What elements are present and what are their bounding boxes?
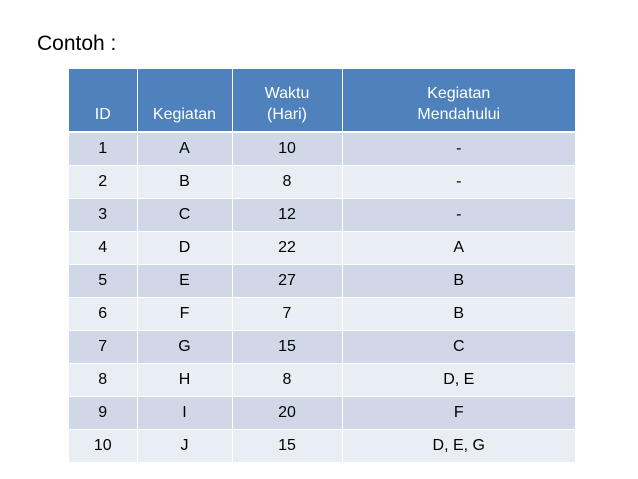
table-row — [69, 430, 575, 463]
header-pendahulu — [342, 69, 575, 132]
cell-pendahulu: - — [342, 166, 575, 199]
table-header-row — [69, 69, 575, 132]
cell-waktu: 15 — [232, 331, 342, 364]
cell-id: 8 — [69, 364, 137, 397]
cell-kegiatan: B — [137, 166, 232, 199]
cell-kegiatan: E — [137, 265, 232, 298]
cell-pendahulu: D, E, G — [342, 430, 575, 463]
activity-table — [69, 69, 575, 463]
cell-pendahulu: - — [342, 199, 575, 232]
cell-waktu: 22 — [232, 232, 342, 265]
cell-id: 4 — [69, 232, 137, 265]
header-kegiatan-line2: Kegiatan — [152, 106, 217, 123]
cell-waktu: 20 — [232, 397, 342, 430]
cell-id: 6 — [69, 298, 137, 331]
cell-waktu: 8 — [232, 364, 342, 397]
header-pendahulu-line2: Mendahului — [417, 106, 501, 123]
cell-kegiatan: C — [137, 199, 232, 232]
cell-waktu: 15 — [232, 430, 342, 463]
cell-waktu: 7 — [232, 298, 342, 331]
cell-kegiatan: F — [137, 298, 232, 331]
cell-id: 7 — [69, 331, 137, 364]
cell-id: 5 — [69, 265, 137, 298]
table-row — [69, 199, 575, 232]
cell-id: 10 — [69, 430, 137, 463]
header-id — [69, 69, 137, 132]
cell-waktu: 8 — [232, 166, 342, 199]
header-kegiatan — [137, 69, 232, 132]
cell-pendahulu: C — [342, 331, 575, 364]
cell-kegiatan: G — [137, 331, 232, 364]
cell-kegiatan: H — [137, 364, 232, 397]
table-row — [69, 397, 575, 430]
slide-title: Contoh : — [37, 32, 117, 55]
table-row — [69, 364, 575, 397]
cell-waktu: 12 — [232, 199, 342, 232]
table-row — [69, 298, 575, 331]
cell-kegiatan: A — [137, 132, 232, 166]
cell-kegiatan: J — [137, 430, 232, 463]
table-row — [69, 132, 575, 166]
cell-waktu: 10 — [232, 132, 342, 166]
header-waktu-line1: Waktu — [264, 85, 310, 102]
cell-pendahulu: B — [342, 298, 575, 331]
cell-kegiatan: D — [137, 232, 232, 265]
cell-pendahulu: - — [342, 132, 575, 166]
cell-pendahulu: F — [342, 397, 575, 430]
header-id-line2: ID — [94, 106, 111, 123]
table-row — [69, 265, 575, 298]
cell-pendahulu: B — [342, 265, 575, 298]
cell-waktu: 27 — [232, 265, 342, 298]
cell-id: 9 — [69, 397, 137, 430]
table-row — [69, 331, 575, 364]
table-row — [69, 166, 575, 199]
cell-pendahulu: D, E — [342, 364, 575, 397]
header-waktu — [232, 69, 342, 132]
cell-id: 3 — [69, 199, 137, 232]
cell-id: 1 — [69, 132, 137, 166]
header-pendahulu-line1: Kegiatan — [427, 85, 491, 102]
cell-id: 2 — [69, 166, 137, 199]
header-waktu-line2: (Hari) — [267, 106, 307, 123]
table-row — [69, 232, 575, 265]
cell-pendahulu: A — [342, 232, 575, 265]
cell-kegiatan: I — [137, 397, 232, 430]
